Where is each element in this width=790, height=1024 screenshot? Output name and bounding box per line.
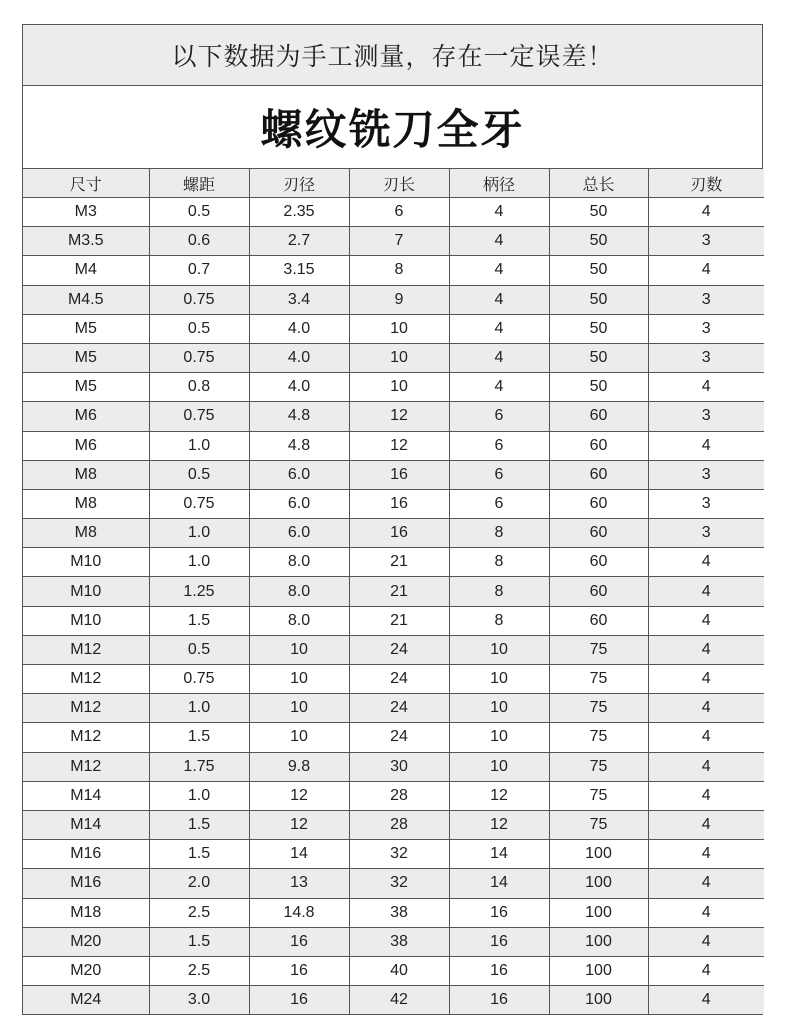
cell-cutting-diameter: 16 (249, 986, 349, 1015)
cell-cutting-diameter: 6.0 (249, 460, 349, 489)
cell-size: M12 (23, 635, 149, 664)
cell-pitch: 0.5 (149, 635, 249, 664)
cell-shank-diameter: 12 (449, 781, 549, 810)
cell-flutes: 4 (648, 752, 764, 781)
table-row (23, 227, 764, 256)
cell-pitch: 0.75 (149, 285, 249, 314)
cell-size: M5 (23, 373, 149, 402)
cell-cutting-length: 42 (349, 986, 449, 1015)
cell-cutting-diameter: 10 (249, 694, 349, 723)
cell-cutting-diameter: 6.0 (249, 519, 349, 548)
cell-overall-length: 75 (549, 810, 648, 839)
cell-shank-diameter: 10 (449, 665, 549, 694)
cell-size: M3.5 (23, 227, 149, 256)
cell-flutes: 3 (648, 343, 764, 372)
cell-cutting-length: 16 (349, 519, 449, 548)
column-header-cutting-diameter: 刃径 (249, 169, 349, 198)
cell-overall-length: 75 (549, 723, 648, 752)
cell-shank-diameter: 10 (449, 694, 549, 723)
cell-size: M10 (23, 577, 149, 606)
cell-pitch: 0.75 (149, 489, 249, 518)
cell-overall-length: 100 (549, 986, 648, 1015)
cell-flutes: 4 (648, 577, 764, 606)
cell-shank-diameter: 14 (449, 840, 549, 869)
cell-shank-diameter: 8 (449, 577, 549, 606)
cell-cutting-length: 28 (349, 810, 449, 839)
cell-flutes: 3 (648, 314, 764, 343)
cell-overall-length: 100 (549, 956, 648, 985)
cell-cutting-length: 21 (349, 577, 449, 606)
cell-shank-diameter: 4 (449, 314, 549, 343)
table-row (23, 198, 764, 227)
cell-size: M3 (23, 198, 149, 227)
cell-shank-diameter: 16 (449, 927, 549, 956)
spec-sheet (22, 24, 763, 1015)
cell-shank-diameter: 8 (449, 519, 549, 548)
cell-cutting-diameter: 3.15 (249, 256, 349, 285)
cell-pitch: 1.5 (149, 606, 249, 635)
cell-pitch: 3.0 (149, 986, 249, 1015)
table-row (23, 431, 764, 460)
cell-cutting-length: 10 (349, 373, 449, 402)
table-row (23, 548, 764, 577)
cell-size: M4 (23, 256, 149, 285)
cell-size: M14 (23, 781, 149, 810)
cell-flutes: 4 (648, 723, 764, 752)
cell-pitch: 2.0 (149, 869, 249, 898)
cell-flutes: 3 (648, 460, 764, 489)
cell-flutes: 4 (648, 256, 764, 285)
cell-flutes: 4 (648, 431, 764, 460)
cell-cutting-length: 21 (349, 606, 449, 635)
cell-cutting-length: 16 (349, 489, 449, 518)
cell-shank-diameter: 4 (449, 256, 549, 285)
cell-cutting-length: 16 (349, 460, 449, 489)
column-header-overall-length: 总长 (549, 169, 648, 198)
cell-cutting-diameter: 14 (249, 840, 349, 869)
cell-cutting-diameter: 2.7 (249, 227, 349, 256)
cell-overall-length: 100 (549, 927, 648, 956)
table-row (23, 343, 764, 372)
cell-shank-diameter: 6 (449, 431, 549, 460)
cell-cutting-length: 38 (349, 898, 449, 927)
cell-size: M8 (23, 460, 149, 489)
cell-cutting-length: 38 (349, 927, 449, 956)
cell-pitch: 0.8 (149, 373, 249, 402)
cell-pitch: 0.7 (149, 256, 249, 285)
table-row (23, 723, 764, 752)
cell-pitch: 1.0 (149, 431, 249, 460)
cell-size: M6 (23, 402, 149, 431)
cell-pitch: 1.0 (149, 781, 249, 810)
cell-size: M6 (23, 431, 149, 460)
cell-cutting-diameter: 6.0 (249, 489, 349, 518)
table-row (23, 460, 764, 489)
cell-pitch: 1.25 (149, 577, 249, 606)
cell-shank-diameter: 4 (449, 198, 549, 227)
cell-cutting-length: 30 (349, 752, 449, 781)
cell-overall-length: 75 (549, 665, 648, 694)
column-header-pitch: 螺距 (149, 169, 249, 198)
cell-shank-diameter: 6 (449, 489, 549, 518)
cell-cutting-length: 24 (349, 635, 449, 664)
cell-cutting-length: 24 (349, 665, 449, 694)
table-row (23, 840, 764, 869)
cell-shank-diameter: 8 (449, 548, 549, 577)
cell-size: M12 (23, 723, 149, 752)
cell-shank-diameter: 4 (449, 343, 549, 372)
column-header-shank-diameter: 柄径 (449, 169, 549, 198)
cell-overall-length: 60 (549, 460, 648, 489)
cell-size: M5 (23, 314, 149, 343)
cell-cutting-diameter: 10 (249, 635, 349, 664)
cell-cutting-diameter: 8.0 (249, 548, 349, 577)
cell-flutes: 4 (648, 810, 764, 839)
cell-cutting-diameter: 4.8 (249, 402, 349, 431)
cell-cutting-diameter: 9.8 (249, 752, 349, 781)
cell-flutes: 4 (648, 373, 764, 402)
cell-shank-diameter: 8 (449, 606, 549, 635)
cell-cutting-length: 12 (349, 431, 449, 460)
cell-flutes: 3 (648, 227, 764, 256)
cell-size: M16 (23, 840, 149, 869)
cell-overall-length: 60 (549, 402, 648, 431)
cell-flutes: 4 (648, 898, 764, 927)
table-row (23, 869, 764, 898)
column-header-flutes: 刃数 (648, 169, 764, 198)
cell-flutes: 4 (648, 927, 764, 956)
table-row (23, 519, 764, 548)
cell-pitch: 0.5 (149, 314, 249, 343)
table-body (23, 198, 764, 1015)
cell-overall-length: 60 (549, 431, 648, 460)
cell-pitch: 1.5 (149, 810, 249, 839)
table-row (23, 635, 764, 664)
cell-size: M12 (23, 694, 149, 723)
cell-pitch: 1.0 (149, 694, 249, 723)
cell-pitch: 0.5 (149, 198, 249, 227)
cell-cutting-length: 9 (349, 285, 449, 314)
cell-size: M24 (23, 986, 149, 1015)
cell-size: M8 (23, 489, 149, 518)
cell-overall-length: 50 (549, 198, 648, 227)
cell-shank-diameter: 4 (449, 285, 549, 314)
cell-flutes: 3 (648, 402, 764, 431)
cell-flutes: 4 (648, 840, 764, 869)
table-row (23, 285, 764, 314)
cell-cutting-length: 7 (349, 227, 449, 256)
cell-pitch: 0.5 (149, 460, 249, 489)
cell-size: M16 (23, 869, 149, 898)
cell-pitch: 1.75 (149, 752, 249, 781)
table-row (23, 256, 764, 285)
cell-size: M4.5 (23, 285, 149, 314)
cell-size: M5 (23, 343, 149, 372)
cell-cutting-diameter: 12 (249, 810, 349, 839)
cell-shank-diameter: 16 (449, 898, 549, 927)
cell-shank-diameter: 14 (449, 869, 549, 898)
column-header-size: 尺寸 (23, 169, 149, 198)
cell-pitch: 0.75 (149, 665, 249, 694)
cell-cutting-length: 24 (349, 723, 449, 752)
cell-overall-length: 60 (549, 606, 648, 635)
table-row (23, 752, 764, 781)
cell-shank-diameter: 6 (449, 402, 549, 431)
cell-overall-length: 75 (549, 635, 648, 664)
cell-shank-diameter: 16 (449, 986, 549, 1015)
cell-flutes: 4 (648, 956, 764, 985)
table-row (23, 694, 764, 723)
cell-cutting-diameter: 3.4 (249, 285, 349, 314)
cell-flutes: 4 (648, 694, 764, 723)
cell-cutting-diameter: 8.0 (249, 606, 349, 635)
table-row (23, 898, 764, 927)
table-row (23, 956, 764, 985)
cell-shank-diameter: 4 (449, 373, 549, 402)
cell-size: M18 (23, 898, 149, 927)
cell-flutes: 4 (648, 635, 764, 664)
cell-flutes: 4 (648, 986, 764, 1015)
table-row (23, 810, 764, 839)
cell-pitch: 1.5 (149, 723, 249, 752)
cell-flutes: 3 (648, 285, 764, 314)
cell-cutting-length: 10 (349, 343, 449, 372)
cell-overall-length: 75 (549, 694, 648, 723)
cell-cutting-diameter: 10 (249, 665, 349, 694)
cell-pitch: 0.6 (149, 227, 249, 256)
cell-cutting-length: 8 (349, 256, 449, 285)
cell-cutting-length: 10 (349, 314, 449, 343)
cell-flutes: 3 (648, 519, 764, 548)
cell-cutting-length: 6 (349, 198, 449, 227)
cell-pitch: 1.0 (149, 519, 249, 548)
table-row (23, 402, 764, 431)
cell-cutting-diameter: 16 (249, 927, 349, 956)
cell-shank-diameter: 10 (449, 752, 549, 781)
cell-cutting-diameter: 13 (249, 869, 349, 898)
measurement-notice: 以下数据为手工测量，存在一定误差！ (23, 25, 762, 86)
cell-shank-diameter: 6 (449, 460, 549, 489)
cell-cutting-diameter: 12 (249, 781, 349, 810)
cell-shank-diameter: 16 (449, 956, 549, 985)
cell-overall-length: 75 (549, 752, 648, 781)
cell-overall-length: 60 (549, 519, 648, 548)
cell-pitch: 0.75 (149, 343, 249, 372)
cell-cutting-diameter: 4.0 (249, 343, 349, 372)
cell-pitch: 1.5 (149, 840, 249, 869)
spec-table (23, 169, 764, 1014)
cell-size: M12 (23, 665, 149, 694)
cell-overall-length: 50 (549, 227, 648, 256)
table-row (23, 577, 764, 606)
cell-overall-length: 60 (549, 577, 648, 606)
table-row (23, 927, 764, 956)
cell-size: M14 (23, 810, 149, 839)
cell-flutes: 4 (648, 198, 764, 227)
cell-overall-length: 50 (549, 285, 648, 314)
cell-overall-length: 50 (549, 343, 648, 372)
cell-overall-length: 100 (549, 869, 648, 898)
cell-flutes: 3 (648, 489, 764, 518)
cell-cutting-length: 32 (349, 869, 449, 898)
cell-overall-length: 100 (549, 898, 648, 927)
cell-cutting-diameter: 16 (249, 956, 349, 985)
cell-pitch: 2.5 (149, 956, 249, 985)
table-row (23, 986, 764, 1015)
cell-flutes: 4 (648, 606, 764, 635)
cell-overall-length: 50 (549, 256, 648, 285)
cell-pitch: 1.5 (149, 927, 249, 956)
cell-cutting-diameter: 4.0 (249, 373, 349, 402)
cell-cutting-diameter: 10 (249, 723, 349, 752)
cell-overall-length: 75 (549, 781, 648, 810)
cell-overall-length: 50 (549, 314, 648, 343)
cell-shank-diameter: 12 (449, 810, 549, 839)
cell-flutes: 4 (648, 548, 764, 577)
table-row (23, 314, 764, 343)
cell-cutting-diameter: 2.35 (249, 198, 349, 227)
cell-size: M8 (23, 519, 149, 548)
cell-cutting-length: 28 (349, 781, 449, 810)
cell-pitch: 0.75 (149, 402, 249, 431)
cell-flutes: 4 (648, 781, 764, 810)
cell-size: M20 (23, 956, 149, 985)
cell-size: M12 (23, 752, 149, 781)
table-row (23, 781, 764, 810)
cell-cutting-length: 40 (349, 956, 449, 985)
cell-cutting-diameter: 14.8 (249, 898, 349, 927)
cell-flutes: 4 (648, 869, 764, 898)
cell-overall-length: 60 (549, 548, 648, 577)
cell-size: M20 (23, 927, 149, 956)
table-row (23, 489, 764, 518)
cell-size: M10 (23, 548, 149, 577)
cell-cutting-diameter: 4.0 (249, 314, 349, 343)
column-header-cutting-length: 刃长 (349, 169, 449, 198)
table-header-row (23, 169, 764, 198)
cell-cutting-diameter: 4.8 (249, 431, 349, 460)
cell-pitch: 2.5 (149, 898, 249, 927)
table-row (23, 665, 764, 694)
cell-overall-length: 50 (549, 373, 648, 402)
cell-cutting-length: 12 (349, 402, 449, 431)
cell-size: M10 (23, 606, 149, 635)
cell-shank-diameter: 4 (449, 227, 549, 256)
cell-overall-length: 60 (549, 489, 648, 518)
table-row (23, 606, 764, 635)
page-title: 螺纹铣刀全牙 (23, 86, 762, 169)
cell-cutting-length: 21 (349, 548, 449, 577)
cell-cutting-diameter: 8.0 (249, 577, 349, 606)
cell-shank-diameter: 10 (449, 723, 549, 752)
cell-cutting-length: 24 (349, 694, 449, 723)
cell-pitch: 1.0 (149, 548, 249, 577)
cell-shank-diameter: 10 (449, 635, 549, 664)
table-row (23, 373, 764, 402)
cell-overall-length: 100 (549, 840, 648, 869)
cell-cutting-length: 32 (349, 840, 449, 869)
cell-flutes: 4 (648, 665, 764, 694)
